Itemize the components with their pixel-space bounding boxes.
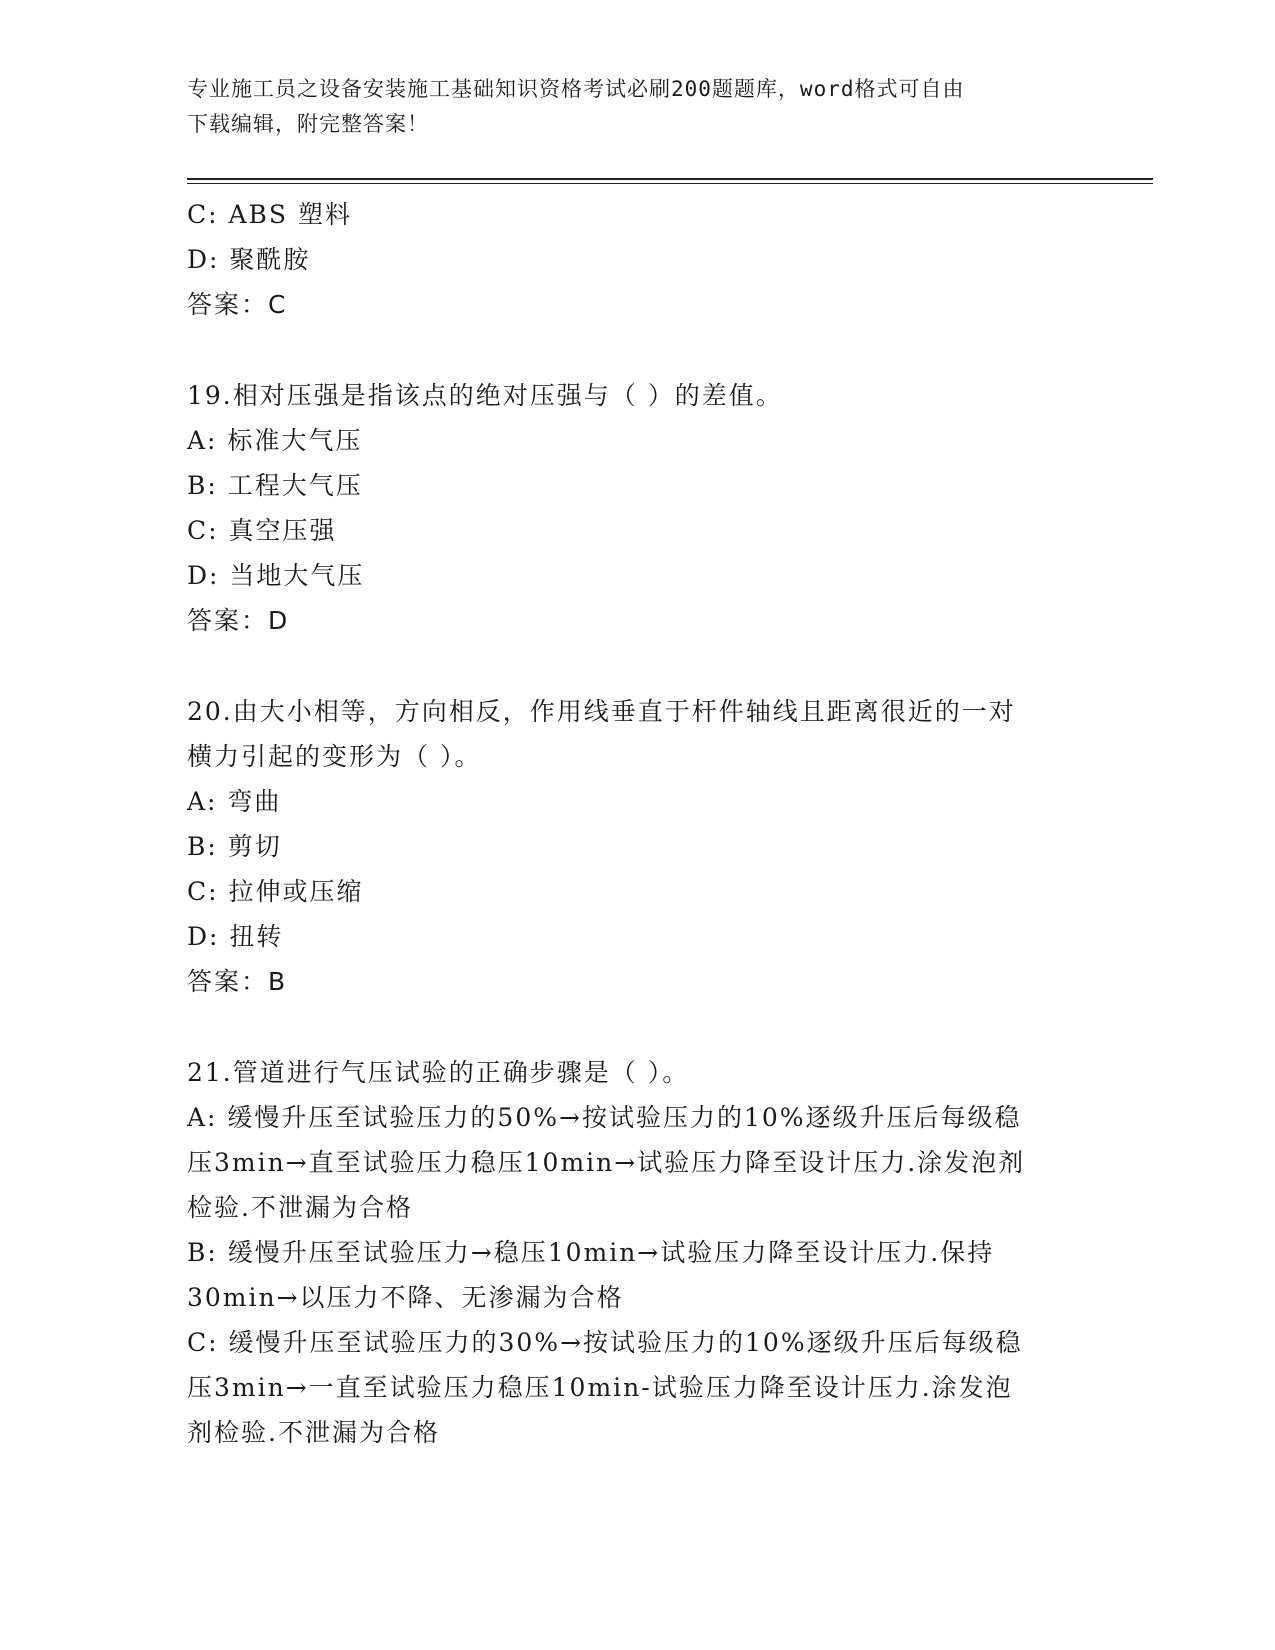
question-20-option-d: D: 扭转 — [187, 922, 284, 951]
question-21-stem: 21.管道进行气压试验的正确步骤是（ ）。 — [187, 1058, 690, 1087]
header-title-line-1: 专业施工员之设备安装施工基础知识资格考试必刷200题题库，word格式可自由 — [187, 77, 965, 101]
question-21-option-c-line-2: 压3min→一直至试验压力稳压10min-试验压力降至设计压力.涂发泡 — [187, 1373, 1013, 1402]
question-18-option-d: D: 聚酰胺 — [187, 245, 311, 274]
question-18-block — [187, 192, 1087, 327]
question-19-block — [187, 373, 1087, 643]
header-divider-thick — [187, 178, 1153, 180]
question-18-answer: 答案：C — [187, 290, 288, 319]
question-20-option-c: C: 拉伸或压缩 — [187, 877, 364, 906]
question-20-block — [187, 689, 1087, 1004]
question-18-option-c: C: ABS 塑料 — [187, 200, 352, 229]
question-20-stem-line-1: 20.由大小相等，方向相反，作用线垂直于杆件轴线且距离很近的一对 — [187, 697, 1016, 726]
question-content — [187, 192, 1087, 1455]
header-divider-thin — [187, 183, 1153, 184]
question-21-option-a-line-2: 压3min→直至试验压力稳压10min→试验压力降至设计压力.涂发泡剂 — [187, 1148, 1026, 1177]
question-20-answer: 答案：B — [187, 967, 288, 996]
question-21-option-b-line-1: B: 缓慢升压至试验压力→稳压10min→试验压力降至设计压力.保持 — [187, 1238, 995, 1267]
question-21-block — [187, 1050, 1087, 1455]
question-21-option-a-line-3: 检验.不泄漏为合格 — [187, 1193, 413, 1222]
question-20-option-b: B: 剪切 — [187, 832, 282, 861]
spacer — [187, 327, 1087, 373]
question-19-option-b: B: 工程大气压 — [187, 471, 363, 500]
spacer — [187, 1004, 1087, 1050]
question-19-option-c: C: 真空压强 — [187, 516, 337, 545]
question-21-option-a-line-1: A: 缓慢升压至试验压力的50%→按试验压力的10%逐级升压后每级稳 — [187, 1103, 1022, 1132]
question-20-option-a: A: 弯曲 — [187, 787, 282, 816]
header-title-line-2: 下载编辑，附完整答案！ — [187, 112, 429, 136]
question-20-stem-line-2: 横力引起的变形为（ ）。 — [187, 742, 482, 771]
question-19-option-a: A: 标准大气压 — [187, 426, 363, 455]
question-21-option-c-line-3: 剂检验.不泄漏为合格 — [187, 1418, 440, 1447]
question-21-option-c-line-1: C: 缓慢升压至试验压力的30%→按试验压力的10%逐级升压后每级稳 — [187, 1328, 1023, 1357]
document-header — [187, 72, 1067, 142]
spacer — [187, 643, 1087, 689]
question-19-stem: 19.相对压强是指该点的绝对压强与（ ）的差值。 — [187, 381, 783, 410]
question-19-answer: 答案：D — [187, 606, 290, 635]
question-19-option-d: D: 当地大气压 — [187, 561, 365, 590]
question-21-option-b-line-2: 30min→以压力不降、无渗漏为合格 — [187, 1283, 624, 1312]
